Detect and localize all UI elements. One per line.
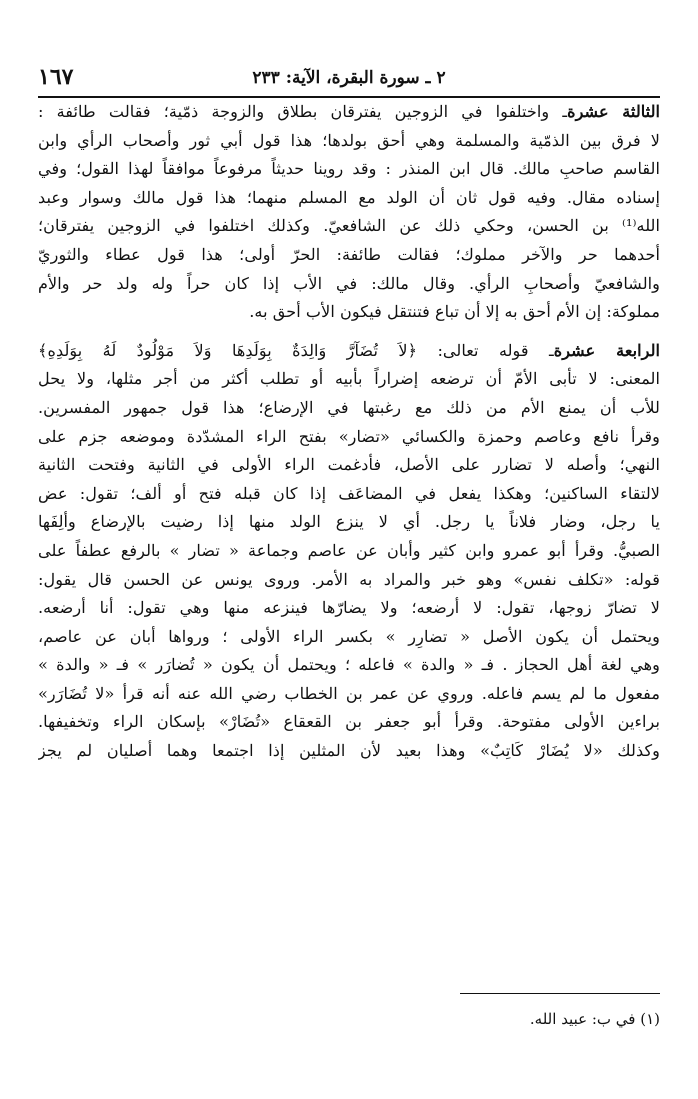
text-line: الله⁽¹⁾ بن الحسن، وحكي ذلك عن الشافعيّ. وكذلك اختلفوا في الزوجين يفترقان؛ — [38, 216, 660, 236]
body-text — [38, 98, 660, 766]
text-line: النهي؛ وأصله لا تضارر على الأصل، فأدغمت الراء الأولى في الثانية وفتحت الثانية — [38, 455, 660, 475]
paragraph-lead: الثالثة عشرة — [567, 102, 660, 121]
text-line: وقرأ نافع وعاصم وحمزة والكسائي «تضار» بفتح الراء المشدّدة وموضعه جزم على — [38, 426, 660, 446]
text-line: لا فرق بين الذمّية والمسلمة وهي أحق بولدها؛ هذا قول أبي ثور وأصحاب الرأي وابن — [38, 130, 660, 150]
text-line: القاسم صاحبِ مالك. قال ابن المنذر : وقد روينا حديثاً مرفوعاً موافقاً لهذا القول؛ وفي — [38, 159, 660, 179]
text-line: براءين الأولى مفتوحة. وقرأ أبو جعفر بن القعقاع «تُضَارْ» بإسكان الراء وتخفيفها. — [38, 712, 660, 732]
text-line: للأب أن يمنع الأم من ذلك مع رغبتها في الإرضاع؛ هذا قول جمهور المفسرين. — [38, 397, 660, 417]
text-line: والشافعيّ وأصحابِ الرأي. وقال مالك: في الأب إذا كان حراً وله ولد حر والأم — [38, 273, 660, 293]
text-line: المعنى: لا تأبى الأمّ أن ترضعه إضراراً بأبيه أو تطلب أكثر من أجر مثلها، ولا يحل — [38, 369, 660, 389]
text-line: الصبيُّ. وقرأ أبو عمرو وابن كثير وأبان عن عاصم وجماعة « تضار » بالرفع عطفاً على — [38, 540, 660, 560]
text-line: مفعول ما لم يسم فاعله. وروي عن عمر بن الخطاب رضي الله عنه أنه قرأ «لا تُضَارَر» — [38, 683, 660, 703]
text-line — [38, 98, 660, 127]
text-line: وهي لغة أهل الحجاز . فـ « والدة » فاعله ؛ ويحتمل أن يكون « تُضارَر » فـ « والدة » — [38, 655, 660, 675]
footnote-divider — [460, 993, 660, 994]
text-line: يا رجل، وضار فلاناً يا رجل. أي لا ينزع الولد منها إذا رضيت بالإرضاع وألِفَها — [38, 512, 660, 532]
paragraph-lead: الرابعة عشرة — [553, 340, 660, 360]
text-line: مملوكة: إن الأم أحق به إلا أن تباع فتنتقل فيكون الأب أحق به. — [249, 302, 660, 322]
running-header — [38, 64, 660, 98]
text-line: لا تضارّ زوجها، تقول: لا أرضعه؛ ولا يضارّها فينزعه منها وهي تقول: أنا أرضعه. — [38, 598, 660, 618]
page-number: ١٦٧ — [38, 64, 74, 90]
text-line: لالتقاء الساكنين؛ وهكذا يفعل في المضاعَف إذا كان قبله فتح أو ألف؛ تقول: عض — [38, 483, 660, 503]
line-text: ـ واختلفوا في الزوجين يفترقان بطلاق والزوجة ذمّية؛ فقالت طائفة : — [38, 102, 568, 121]
running-title: ٢ ـ سورة البقرة، الآية: ٢٣٣ — [252, 68, 446, 88]
text-line: إسناده مقال. وفيه قول ثان أن الولد مع المسلم منهما؛ هذا قول مالك وسوار وعبد — [38, 187, 660, 207]
text-line: ويحتمل أن يكون الأصل « تضارِر » بكسر الراء الأولى ؛ ورواها أبان عن عاصم، — [38, 626, 660, 646]
text-line — [38, 337, 660, 366]
text-line: أحدهما حر والآخر مملوك؛ فقالت طائفة: الحرّ أولى؛ هذا قول عطاء والثوريّ — [38, 244, 660, 264]
text-line: قوله: «تكلف نفس» وهو خبر والمراد به الأمر. وروى يونس عن الحسن قال يقول: — [38, 569, 660, 589]
footnote: (١) في ب: عبيد الله. — [529, 1010, 660, 1028]
line-text: ـ قوله تعالى: ﴿لاَ تُضَآرَّ وَالِدَةٌ بِوَلَدِهَا وَلاَ مَوْلُودٌ لَهُ بِوَلَدِهِ﴾ — [38, 340, 554, 360]
text-line: وكذلك «لا يُضَارْ كَاتِبٌ» وهذا بعيد لأن المثلين إذا اجتمعا وهما أصليان لم يجز — [38, 741, 660, 761]
